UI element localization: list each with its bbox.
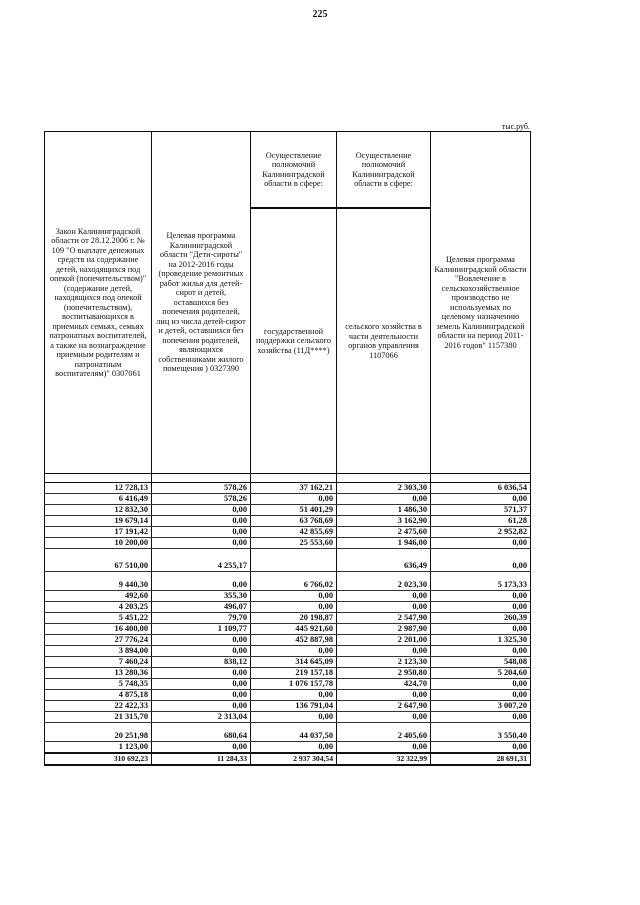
table-cell-c4: 3 162,90 [337, 516, 431, 527]
table-cell-c3: 6 766,02 [251, 580, 337, 591]
table-cell-c4: 2 023,30 [337, 580, 431, 591]
table-cell-c3: 25 553,60 [251, 538, 337, 549]
table-row [45, 657, 531, 668]
table-cell-c3: 0,00 [251, 742, 337, 754]
table-cell-c2: 2 313,04 [152, 712, 251, 723]
table-cell-c3: 314 645,09 [251, 657, 337, 668]
table-cell-c3: 42 855,69 [251, 527, 337, 538]
table-cell-c1: 19 679,14 [45, 516, 152, 527]
table-cell-c1: 21 315,70 [45, 712, 152, 723]
table-cell-c4: 0,00 [337, 602, 431, 613]
table-cell-c3: 0,00 [251, 494, 337, 505]
table-cell-c2: 0,00 [152, 635, 251, 646]
total-cell-c1: 310 692,23 [45, 753, 152, 765]
table-cell-c1: 492,60 [45, 591, 152, 602]
table-cell-c3 [251, 549, 337, 572]
table-cell-c4: 2 123,30 [337, 657, 431, 668]
table-cell-c5: 0,00 [431, 679, 531, 690]
table-cell-c1: 6 416,49 [45, 494, 152, 505]
table-cell-c4: 0,00 [337, 742, 431, 754]
table-cell-c3: 0,00 [251, 602, 337, 613]
table-cell-c5: 0,00 [431, 494, 531, 505]
header-col-agri-governance: сельского хозяйства в части деятельности органов управления 1107066 [337, 209, 431, 474]
table-cell-c5: 0,00 [431, 646, 531, 657]
table-cell-c3: 0,00 [251, 646, 337, 657]
table-cell-c5: 0,00 [431, 624, 531, 635]
table-cell-c3: 445 921,60 [251, 624, 337, 635]
table-cell-c2: 0,00 [152, 668, 251, 679]
table-cell-c4: 0,00 [337, 646, 431, 657]
table-cell-c1: 27 776,24 [45, 635, 152, 646]
table-cell-c2: 0,00 [152, 701, 251, 712]
table-row [45, 549, 531, 572]
table-cell-c1: 12 832,30 [45, 505, 152, 516]
totals-row [45, 753, 531, 765]
table-cell-c5: 0,00 [431, 690, 531, 701]
table-cell-c2: 0,00 [152, 690, 251, 701]
table-cell-c2: 79,70 [152, 613, 251, 624]
table-row [45, 483, 531, 494]
table-cell-c1: 17 191,42 [45, 527, 152, 538]
table-row [45, 516, 531, 527]
total-cell-c4: 32 322,99 [337, 753, 431, 765]
table-cell-c3: 136 791,04 [251, 701, 337, 712]
table-cell-c3: 37 162,21 [251, 483, 337, 494]
table-cell-c2: 680,64 [152, 731, 251, 742]
table-row [45, 646, 531, 657]
table-cell-c4: 1 486,30 [337, 505, 431, 516]
table-cell-c2: 578,26 [152, 494, 251, 505]
header-col-agri-support: государственной поддержки сельского хозяйства (11Д****) [251, 209, 337, 474]
table-cell-c4: 424,70 [337, 679, 431, 690]
table-row [45, 538, 531, 549]
table-row [45, 527, 531, 538]
table-cell-c1: 20 251,98 [45, 731, 152, 742]
table-cell-c3: 51 401,29 [251, 505, 337, 516]
table-cell-c4: 2 201,00 [337, 635, 431, 646]
table-row [45, 742, 531, 754]
table-body [45, 474, 531, 766]
table-row [45, 679, 531, 690]
table-cell-c5: 260,39 [431, 613, 531, 624]
table-row [45, 668, 531, 679]
table-cell-c1: 22 422,33 [45, 701, 152, 712]
table-row [45, 494, 531, 505]
table-cell-c1: 67 510,00 [45, 549, 152, 572]
table-cell-c5: 61,28 [431, 516, 531, 527]
table-cell-c5: 6 036,54 [431, 483, 531, 494]
table-cell-c1: 9 440,30 [45, 580, 152, 591]
table-cell-c3: 0,00 [251, 591, 337, 602]
table-cell-c4: 2 987,90 [337, 624, 431, 635]
table-row [45, 505, 531, 516]
table-cell-c2: 0,00 [152, 505, 251, 516]
page-number: 225 [312, 9, 328, 20]
table-cell-c5: 3 007,20 [431, 701, 531, 712]
total-cell-c5: 28 691,31 [431, 753, 531, 765]
total-cell-c2: 11 284,33 [152, 753, 251, 765]
table-cell-c1: 5 451,22 [45, 613, 152, 624]
table-cell-c5: 0,00 [431, 538, 531, 549]
table-cell-c2: 496,07 [152, 602, 251, 613]
table-cell-c4: 2 475,60 [337, 527, 431, 538]
table-row [45, 690, 531, 701]
table-row [45, 624, 531, 635]
table-cell-c5: 0,00 [431, 549, 531, 572]
table-cell-c5: 5 173,33 [431, 580, 531, 591]
table-cell-c1: 4 875,18 [45, 690, 152, 701]
table-cell-c1: 12 728,13 [45, 483, 152, 494]
table-cell-c2: 1 109,77 [152, 624, 251, 635]
table-cell-c2: 0,00 [152, 646, 251, 657]
header-col-law-0307061: Закон Калининградской области от 28.12.2006 г. № 109 "О выплате денежных средств на содержание детей, находящихся под опекой (попечительством)" (содержание детей, находящихся под опекой (попечительством), воспитывающихся в приемных семьях, семьях патронатных воспитателей, а также на вознаграждение приемным родителям и патронатным воспитателям)" 0307061 [45, 132, 152, 474]
table-cell-c5: 0,00 [431, 712, 531, 723]
table-cell-c5: 5 204,60 [431, 668, 531, 679]
table-cell-c1: 13 280,36 [45, 668, 152, 679]
table-cell-c1: 3 894,00 [45, 646, 152, 657]
table-cell-c2: 0,00 [152, 580, 251, 591]
table-cell-c5: 2 952,82 [431, 527, 531, 538]
table-cell-c4: 0,00 [337, 494, 431, 505]
table-cell-c5: 0,00 [431, 591, 531, 602]
table-cell-c3: 44 037,50 [251, 731, 337, 742]
table-cell-c1: 16 400,00 [45, 624, 152, 635]
table-cell-c4: 0,00 [337, 712, 431, 723]
table-row [45, 731, 531, 742]
table-cell-c1: 4 203,25 [45, 602, 152, 613]
table-cell-c5: 0,00 [431, 742, 531, 754]
table-cell-c4: 2 647,90 [337, 701, 431, 712]
table-row [45, 591, 531, 602]
table-cell-c4: 0,00 [337, 591, 431, 602]
table-cell-c2: 0,00 [152, 516, 251, 527]
table-cell-c5: 571,37 [431, 505, 531, 516]
table-cell-c5: 548,08 [431, 657, 531, 668]
table-row [45, 701, 531, 712]
table-cell-c4: 0,00 [337, 690, 431, 701]
table-cell-c4: 2 950,80 [337, 668, 431, 679]
table-cell-c3: 0,00 [251, 690, 337, 701]
table-cell-c3: 1 076 157,78 [251, 679, 337, 690]
units-label: тыс.руб. [501, 122, 530, 131]
table-cell-c4: 636,49 [337, 549, 431, 572]
table-cell-c1: 7 460,24 [45, 657, 152, 668]
table-row [45, 613, 531, 624]
table-cell-c1: 5 748,35 [45, 679, 152, 690]
table-cell-c5: 0,00 [431, 602, 531, 613]
table-cell-c2: 0,00 [152, 527, 251, 538]
table-cell-c5: 3 550,40 [431, 731, 531, 742]
table-row [45, 635, 531, 646]
table-cell-c5: 1 325,30 [431, 635, 531, 646]
table-cell-c3: 20 198,87 [251, 613, 337, 624]
table-cell-c2: 578,26 [152, 483, 251, 494]
table-cell-c2: 4 255,17 [152, 549, 251, 572]
table-cell-c2: 0,00 [152, 538, 251, 549]
table-cell-c1: 10 200,00 [45, 538, 152, 549]
header-col-orphans-program: Целевая программа Калининградской области "Дети-сироты" на 2012-2016 годы (проведение ремонтных работ жилья для детей-сирот и детей, оставшихся без попечения родителей, лиц из числа детей-сирот и детей, оставшихся без попечения родителей, являющихся собственниками жилого помещения ) 0327390 [152, 132, 251, 474]
table-cell-c4: 2 303,30 [337, 483, 431, 494]
table-cell-c4: 2 547,90 [337, 613, 431, 624]
total-cell-c3: 2 937 304,54 [251, 753, 337, 765]
table-row [45, 712, 531, 723]
header-col-land-program: Целевая программа Калининградской области "Вовлечение в сельскохозяйственное производство не используемых по целевому назначению земель Калининградской области на период 2011-2016 годов" 1157380 [431, 132, 531, 474]
table-cell-c3: 219 157,18 [251, 668, 337, 679]
table-cell-c3: 452 887,98 [251, 635, 337, 646]
header-col3-group: Осуществление полномочий Калининградской области в сфере: [251, 132, 337, 208]
budget-table [44, 131, 531, 766]
table-header [45, 132, 531, 474]
table-cell-c2: 355,30 [152, 591, 251, 602]
table-row [45, 602, 531, 613]
table-cell-c2: 0,00 [152, 742, 251, 754]
table-cell-c4: 1 946,00 [337, 538, 431, 549]
table-cell-c1: 1 123,00 [45, 742, 152, 754]
table-cell-c2: 0,00 [152, 679, 251, 690]
table-cell-c4: 2 405,60 [337, 731, 431, 742]
header-col4-group: Осуществление полномочий Калининградской области в сфере: [337, 132, 431, 208]
table-row [45, 580, 531, 591]
table-cell-c2: 838,12 [152, 657, 251, 668]
table-cell-c3: 63 768,69 [251, 516, 337, 527]
table-cell-c3: 0,00 [251, 712, 337, 723]
